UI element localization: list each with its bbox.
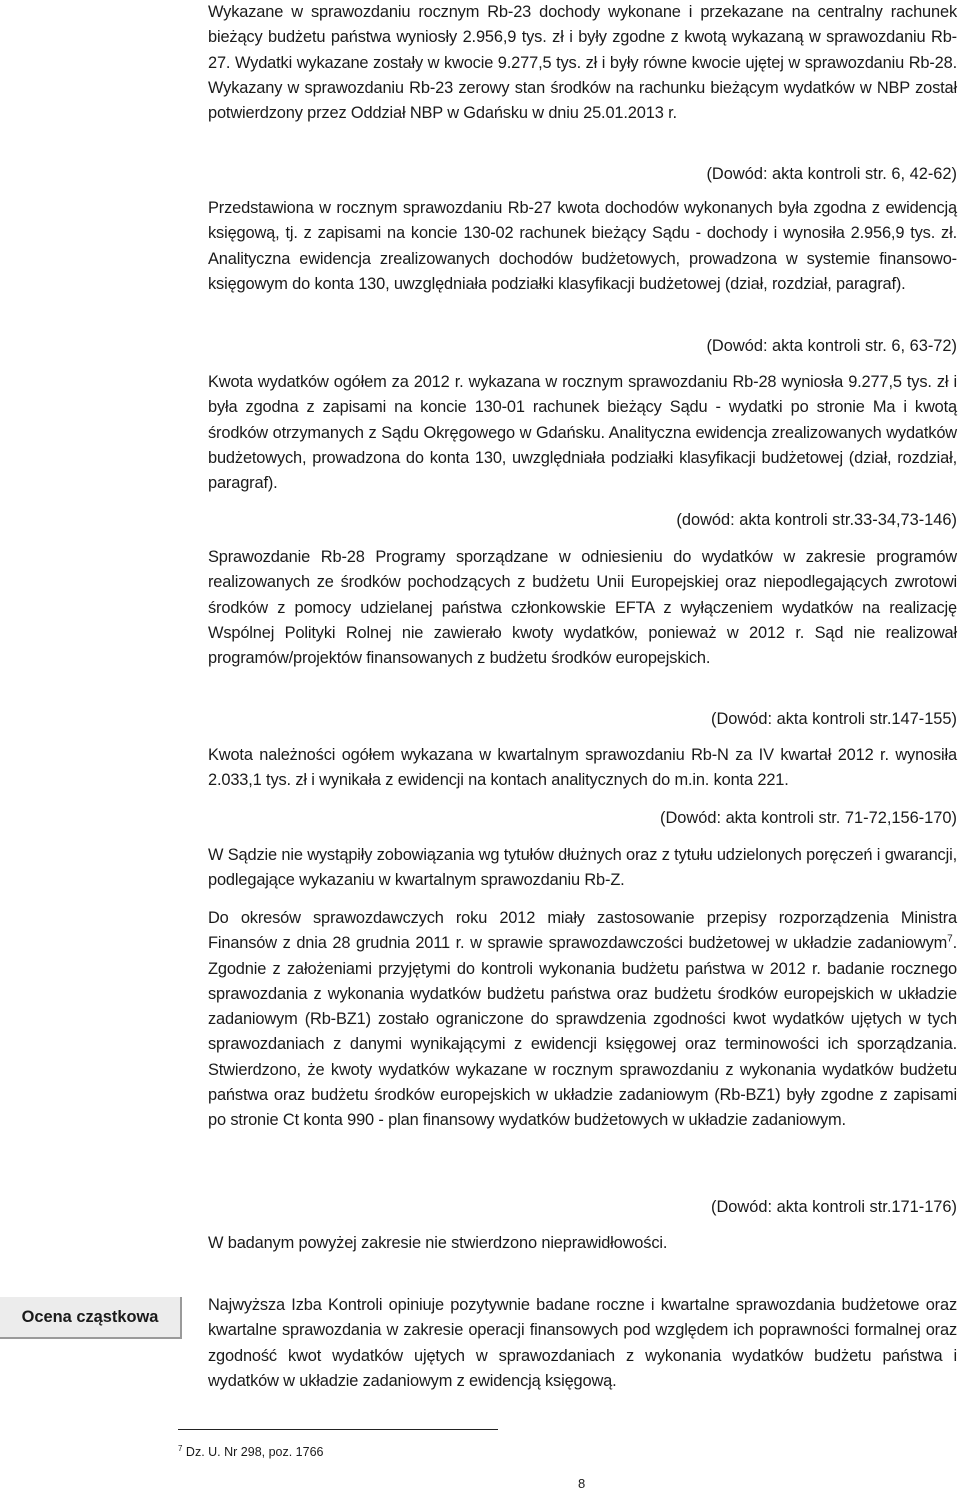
evidence-note-2: (Dowód: akta kontroli str. 6, 63-72)	[706, 337, 957, 355]
paragraph-rb27-revenue	[208, 196, 957, 297]
partial-assessment-label: Ocena cząstkowa	[0, 1297, 182, 1339]
paragraph-no-irregularities	[208, 1231, 957, 1256]
paragraph-text: Wykazane w sprawozdaniu rocznym Rb-23 dochody wykonane i przekazane na centralny rachunek bieżący budżetu państwa wyniosły 2.956,9 tys. zł i były zgodne z kwotą wykazaną w sprawozdaniu Rb-27. Wydatki wykazane zostały w kwocie 9.277,5 tys. zł i były równe kwocie ujętej w sprawozdaniu Rb-28. Wykazany w sprawozdaniu Rb-23 zerowy stan środków na rachunku bieżącym wydatków w NBP został potwierdzony przez Oddział NBP w Gdańsku w dniu 25.01.2013 r.	[208, 3, 957, 123]
footnote-reference: 7	[947, 933, 953, 945]
evidence-note-7: (Dowód: akta kontroli str.171-176)	[711, 1198, 957, 1216]
evidence-note-3: (dowód: akta kontroli str.33-34,73-146)	[676, 511, 957, 529]
paragraph-rbn-receivables	[208, 743, 957, 794]
paragraph-text: Kwota wydatków ogółem za 2012 r. wykazana w rocznym sprawozdaniu Rb-28 wyniosła 9.277,5 tys. zł i była zgodna z zapisami na koncie 130-01 rachunek bieżący Sądu - wydatki po stronie Ma i kwotą środków otrzymanych z Sądu Okręgowego w Gdańsku. Analityczna ewidencja zrealizowanych wydatków budżetowych, prowadzona do konta 130, uwzględniała podziałki klasyfikacji budżetowej (dział, rozdział, paragraf).	[208, 373, 957, 493]
evidence-note-5: (Dowód: akta kontroli str. 71-72,156-170)	[659, 809, 957, 827]
footnote-text: Dz. U. Nr 298, poz. 1766	[182, 1445, 324, 1459]
paragraph-rbz-liabilities	[208, 843, 957, 894]
page-number: 8	[578, 1476, 586, 1491]
paragraph-text: Kwota należności ogółem wykazana w kwartalnym sprawozdaniu Rb-N za IV kwartał 2012 r. wynosiła 2.033,1 tys. zł i wynikała z ewidencji na kontach analitycznych do m.in. konta 221.	[208, 746, 957, 790]
footnote	[178, 1444, 324, 1460]
paragraph-rb-bz1-task-budget	[208, 906, 957, 1134]
paragraph-text: Przedstawiona w rocznym sprawozdaniu Rb-27 kwota dochodów wykonanych była zgodna z ewidencją księgową, tj. z zapisami na koncie 130-02 rachunek bieżący Sądu - dochody i wynosiła 2.956,9 tys. zł. Analityczna ewidencja zrealizowanych dochodów budżetowych, prowadzona w systemie finansowo-księgowym do konta 130, uwzględniała podziałki klasyfikacji budżetowej (dział, rozdział, paragraf).	[208, 199, 957, 293]
paragraph-rb28-programs	[208, 545, 957, 671]
paragraph-rb23-revenue	[208, 0, 957, 126]
paragraph-text: W badanym powyżej zakresie nie stwierdzono nieprawidłowości.	[208, 1234, 668, 1252]
evidence-note-1: (Dowód: akta kontroli str. 6, 42-62)	[706, 165, 957, 183]
paragraph-text: Do okresów sprawozdawczych roku 2012 miały zastosowanie przepisy rozporządzenia Ministra Finansów z dnia 28 grudnia 2011 r. w sprawie sprawozdawczości budżetowej w układzie zadaniowym	[208, 909, 957, 953]
paragraph-text: W Sądzie nie wystąpiły zobowiązania wg tytułów dłużnych oraz z tytułu udzielonych poręczeń i gwarancji, podlegające wykazaniu w kwartalnym sprawozdaniu Rb-Z.	[208, 846, 957, 890]
evidence-note-4: (Dowód: akta kontroli str.147-155)	[711, 710, 957, 728]
footnote-divider	[178, 1429, 498, 1430]
paragraph-nik-opinion	[208, 1293, 957, 1394]
paragraph-rb28-expenses	[208, 370, 957, 496]
paragraph-text: Najwyższa Izba Kontroli opiniuje pozytywnie badane roczne i kwartalne sprawozdania budżetowe oraz kwartalne sprawozdania w zakresie operacji finansowych pod względem ich poprawności formalnej oraz zgodność kwot wydatków ujętych w sprawozdaniach z wykonania wydatków budżetu państwa i wydatków w układzie zadaniowym z ewidencją księgową.	[208, 1296, 957, 1390]
paragraph-text: . Zgodnie z założeniami przyjętymi do kontroli wykonania budżetu państwa w 2012 r. badanie rocznego sprawozdania z wykonania wydatków budżetu państwa oraz budżetu środków europejskich w układzie zadaniowym (Rb-BZ1) zostało ograniczone do sprawdzenia zgodności kwot wydatków ujętych w tych sprawozdaniach z danymi wynikającymi z ewidencji księgowej oraz terminowości ich sporządzania. Stwierdzono, że kwoty wydatków wykazane w rocznym sprawozdaniu z wykonania wydatków budżetu państwa oraz budżetu środków europejskich w układzie zadaniowym (Rb-BZ1) były zgodne z zapisami po stronie Ct konta 990 - plan finansowy wydatków budżetowych w układzie zadaniowym.	[208, 934, 957, 1130]
paragraph-text: Sprawozdanie Rb-28 Programy sporządzane w odniesieniu do wydatków w zakresie programów realizowanych ze środków pochodzących z budżetu Unii Europejskiej oraz niepodlegających zwrotowi środków z pomocy udzielanej państwa członkowskie EFTA z wyłączeniem wydatków na realizację Wspólnej Polityki Rolnej nie zawierało kwoty wydatków, ponieważ w 2012 r. Sąd nie realizował programów/projektów finansowanych z budżetu środków europejskich.	[208, 548, 957, 668]
footnote-marker: 7	[178, 1443, 183, 1453]
